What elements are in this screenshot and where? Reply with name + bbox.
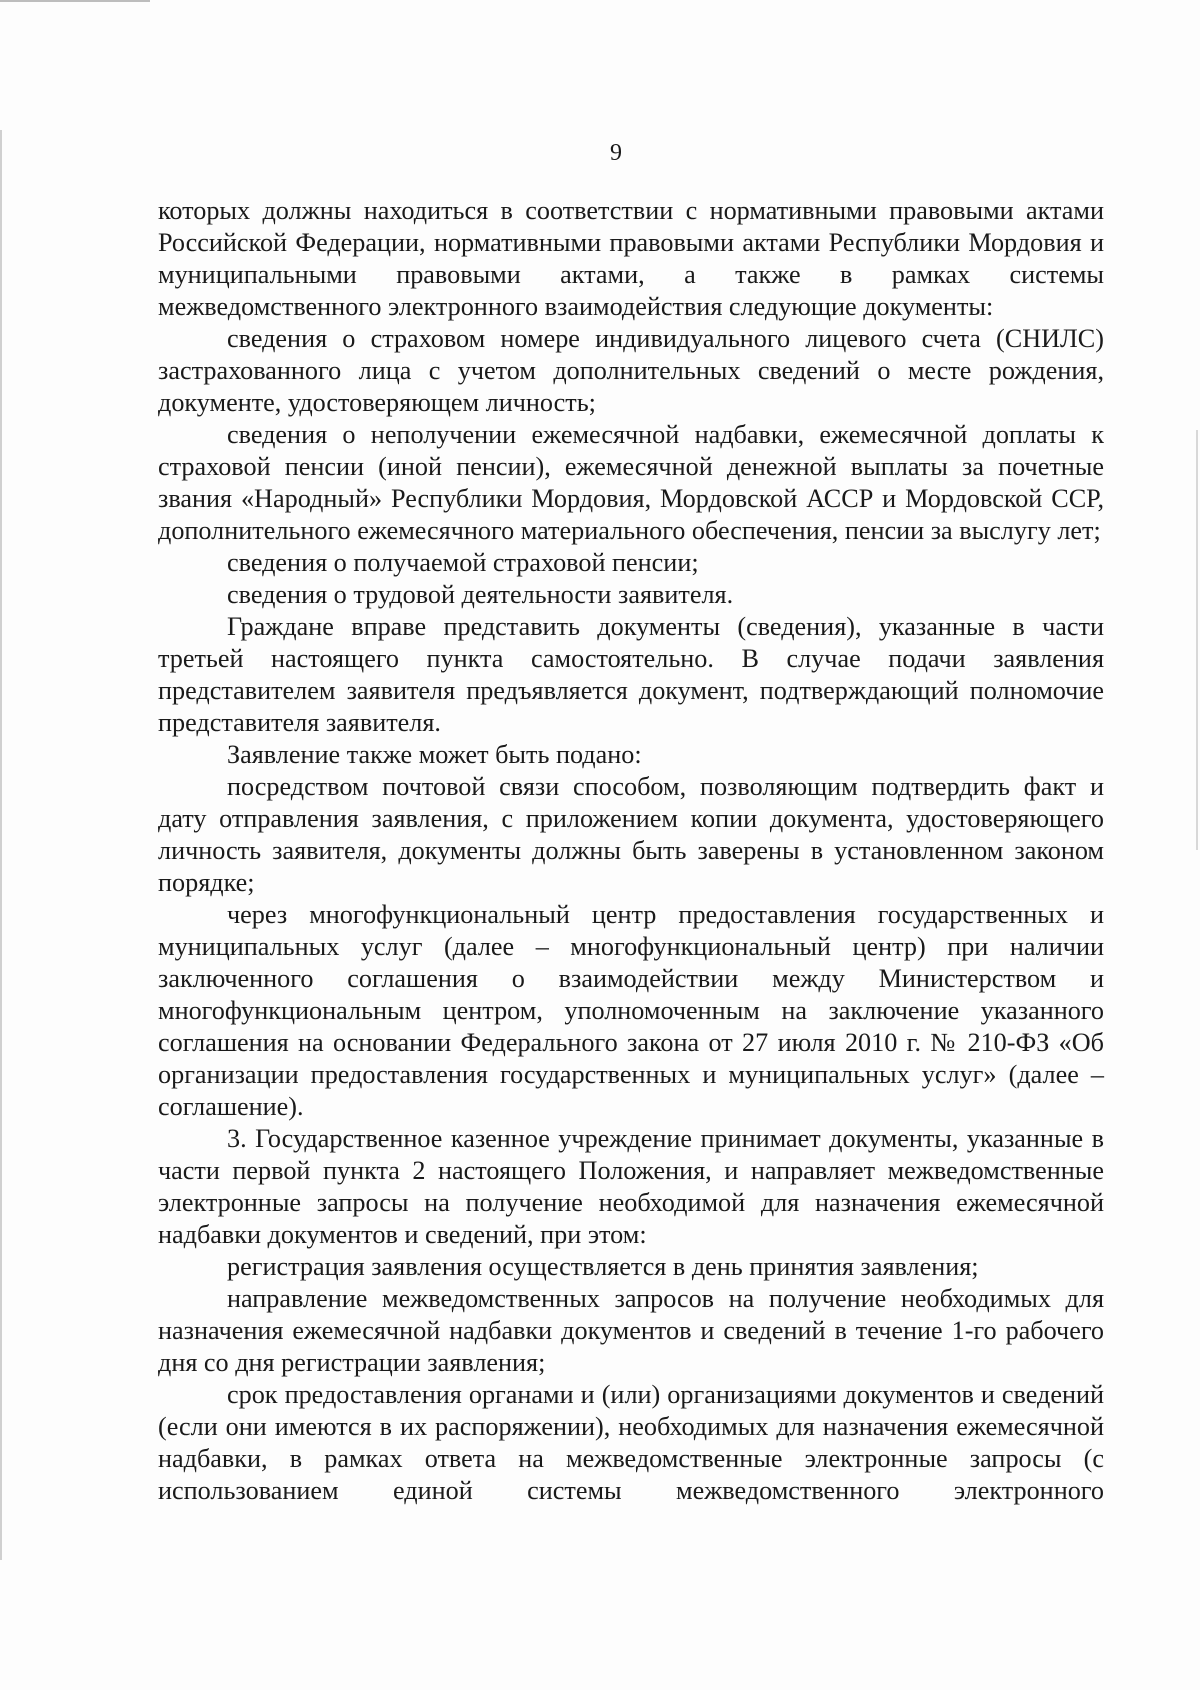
page-number: 9 <box>610 140 622 166</box>
document-body <box>158 195 1104 1507</box>
paragraph: которых должны находиться в соответствии с нормативными правовыми актами Российской Федерации, нормативными правовыми актами Республики Мордовия и муниципальными правовыми актами, а также в рамках системы межведомственного электронного взаимодействия следующие документы: <box>158 196 1104 321</box>
paragraph: Граждане вправе представить документы (сведения), указанные в части третьей настоящего пункта самостоятельно. В случае подачи заявления представителем заявителя предъявляется документ, подтверждающий полномочие представителя заявителя. <box>158 612 1104 737</box>
paragraph: через многофункциональный центр предоставления государственных и муниципальных услуг (далее – многофункциональный центр) при наличии заключенного соглашения о взаимодействии между Министерством и многофункциональным центром, уполномоченным на заключение указанного соглашения на основании Федерального закона от 27 июля 2010 г. № 210-ФЗ «Об организации предоставления государственных и муниципальных услуг» (далее – соглашение). <box>158 900 1104 1121</box>
paragraph: сведения о получаемой страховой пенсии; <box>227 548 699 577</box>
paragraph: 3. Государственное казенное учреждение принимает документы, указанные в части первой пункта 2 настоящего Положения, и направляет межведомственные электронные запросы на получение необходимой для назначения ежемесячной надбавки документов и сведений, при этом: <box>158 1124 1104 1249</box>
paragraph: срок предоставления органами и (или) организациями документов и сведений (если они имеются в их распоряжении), необходимых для назначения ежемесячной надбавки, в рамках ответа на межведомственные электронные запросы (с использованием единой системы межведомственного электронного <box>158 1380 1104 1505</box>
paragraph: направление межведомственных запросов на получение необходимых для назначения ежемесячной надбавки документов и сведений в течение 1-го рабочего дня со дня регистрации заявления; <box>158 1284 1104 1377</box>
paragraph: сведения о неполучении ежемесячной надбавки, ежемесячной доплаты к страховой пенсии (иной пенсии), ежемесячной денежной выплаты за почетные звания «Народный» Республики Мордовия, Мордовской АССР и Мордовской ССР, дополнительного ежемесячного материального обеспечения, пенсии за выслугу лет; <box>158 420 1104 545</box>
scan-edge-right <box>1196 430 1198 850</box>
paragraph: сведения о трудовой деятельности заявителя. <box>227 580 734 609</box>
scan-edge-top <box>0 0 150 2</box>
scan-edge-left <box>0 130 2 1560</box>
paragraph: Заявление также может быть подано: <box>227 740 642 769</box>
paragraph: посредством почтовой связи способом, позволяющим подтвердить факт и дату отправления заявления, с приложением копии документа, удостоверяющего личность заявителя, документы должны быть заверены в установленном законом порядке; <box>158 772 1104 897</box>
paragraph: сведения о страховом номере индивидуального лицевого счета (СНИЛС) застрахованного лица с учетом дополнительных сведений о месте рождения, документе, удостоверяющем личность; <box>158 324 1104 417</box>
paragraph: регистрация заявления осуществляется в день принятия заявления; <box>227 1252 979 1281</box>
